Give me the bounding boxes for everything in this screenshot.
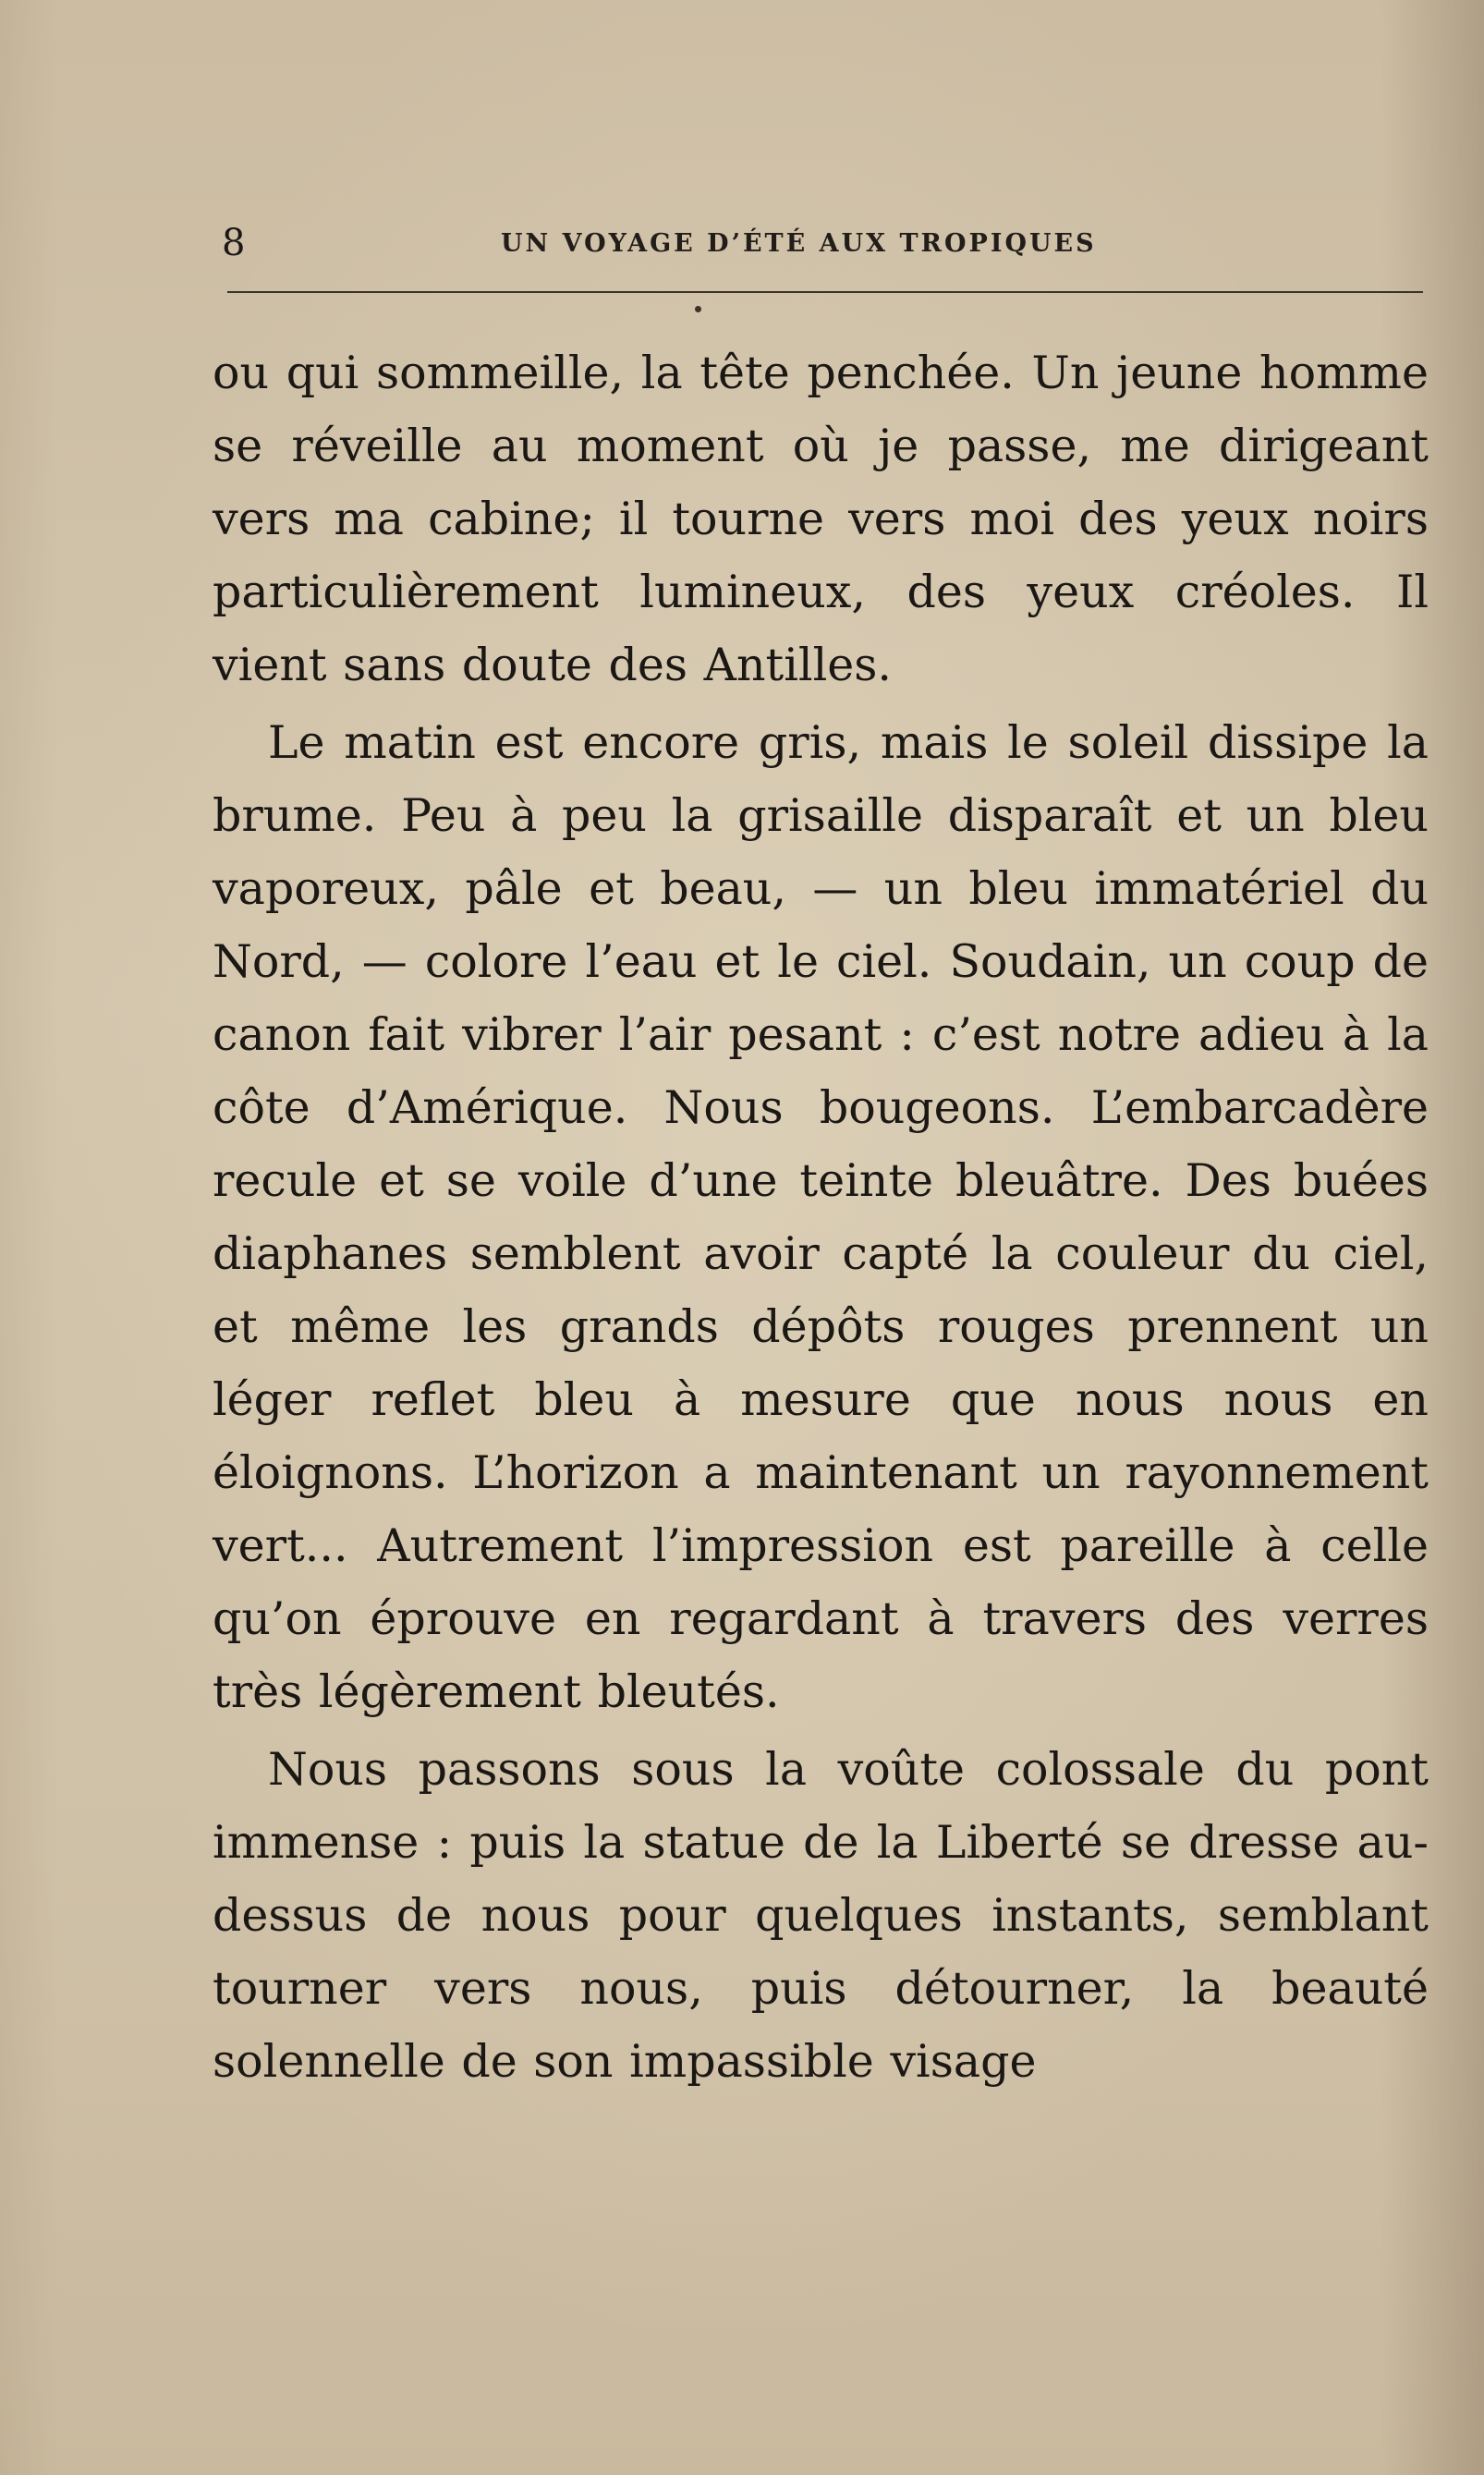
paragraph-statue: Nous passons sous la voûte colossale du pont immense : puis la statue de la Liberté se dresse au-dessus de nous pour quelques instants, semblant tourner vers nous, puis détourner, la beauté solennelle de son impassible visage (213, 1743, 1429, 2088)
page-header (222, 220, 1423, 275)
body-text (213, 336, 1429, 2098)
rule-ornament (695, 306, 701, 312)
paragraph-continued: ou qui sommeille, la tête penchée. Un jeune homme se réveille au moment où je passe, me dirigeant vers ma cabine; il tourne vers moi des yeux noirs particulièrement lumineux, des yeux créoles. Il vient sans doute des Antilles. (213, 347, 1429, 691)
paragraph-morning: Le matin est encore gris, mais le soleil dissipe la brume. Peu à peu la grisaille disparaît et un bleu vaporeux, pâle et beau, — un bleu immatériel du Nord, — colore l’eau et le ciel. Soudain, un coup de canon fait vibrer l’air pesant : c’est notre adieu à la côte d’Amérique. Nous bougeons. L’embarcadère recule et se voile d’une teinte bleuâtre. Des buées diaphanes semblent avoir capté la couleur du ciel, et même les grands dépôts rouges prennent un léger reflet bleu à mesure que nous nous en éloignons. L’horizon a maintenant un rayonnement vert... Autrement l’impression est pareille à celle qu’on éprouve en regardant à travers des verres très légèrement bleutés. (213, 716, 1429, 1718)
page-number: 8 (222, 222, 246, 264)
running-title: UN VOYAGE D’ÉTÉ AUX TROPIQUES (501, 229, 1097, 258)
header-rule (227, 291, 1423, 293)
